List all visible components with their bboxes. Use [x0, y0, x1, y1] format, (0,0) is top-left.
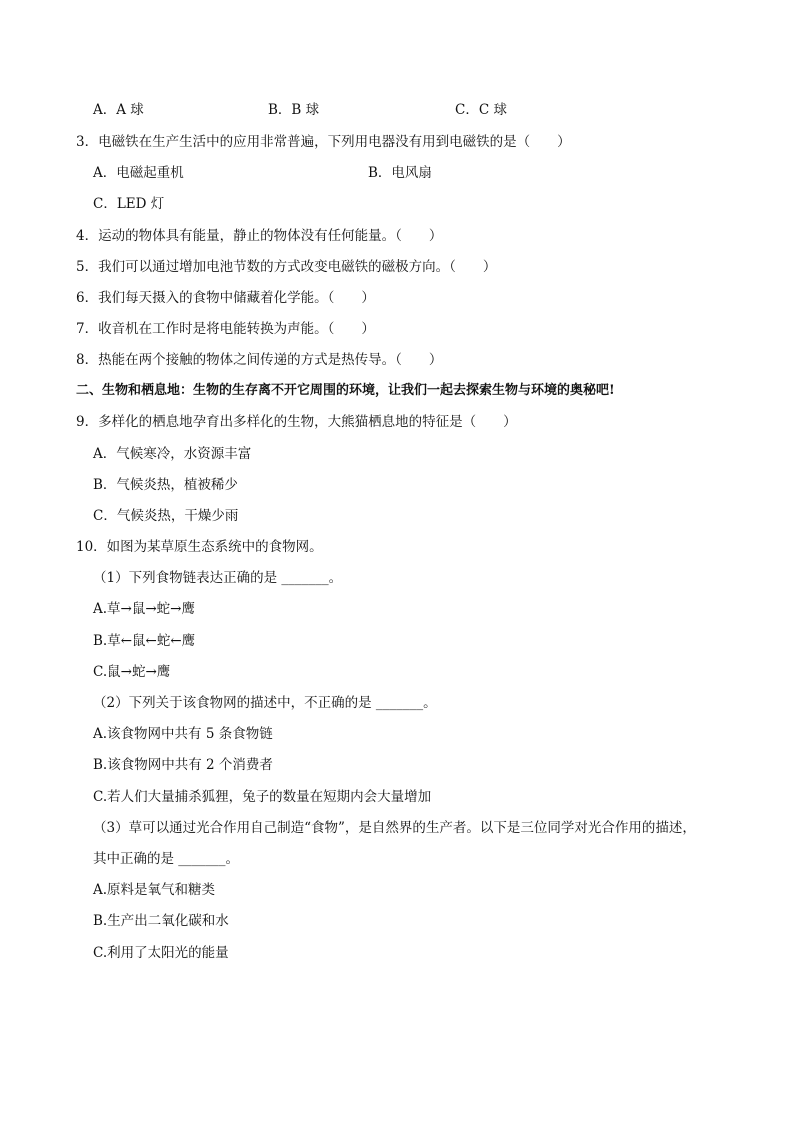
q10-part2-option-a: A.该食物网中共有 5 条食物链 — [93, 726, 273, 742]
q10-part3-option-c: C.利用了太阳光的能量 — [93, 945, 229, 961]
q3-option-b: B．电风扇 — [368, 165, 432, 181]
q10-part1-option-b: B.草←鼠←蛇←鹰 — [93, 633, 196, 649]
q9-option-a: A．气候寒冷，水资源丰富 — [93, 446, 252, 462]
q10-part3-stem-line1: （3）草可以通过光合作用自己制造“食物”，是自然界的生产者。以下是三位同学对光合作用的描述， — [93, 820, 696, 836]
q10-part2-option-b: B.该食物网中共有 2 个消费者 — [93, 757, 273, 773]
q2-option-a: A．A 球 — [93, 102, 144, 118]
question-5: 5．我们可以通过增加电池节数的方式改变电磁铁的磁极方向。（ ） — [76, 259, 497, 275]
q3-option-c: C．LED 灯 — [93, 196, 165, 212]
q3-stem: 3．电磁铁在生产生活中的应用非常普遍，下列用电器没有用到电磁铁的是（ ） — [76, 134, 571, 150]
q2-option-b: B．B 球 — [268, 102, 320, 118]
section-2-heading: 二、生物和栖息地：生物的生存离不开它周围的环境，让我们一起去探索生物与环境的奥秘吧! — [76, 383, 615, 398]
question-4: 4．运动的物体具有能量，静止的物体没有任何能量。（ ） — [76, 228, 443, 244]
question-7: 7．收音机在工作时是将电能转换为声能。（ ） — [76, 321, 375, 337]
q10-part1-stem: （1）下列食物链表达正确的是 _______。 — [93, 570, 343, 586]
q9-stem: 9．多样化的栖息地孕育出多样化的生物，大熊猫栖息地的特征是（ ） — [76, 414, 517, 430]
question-8: 8．热能在两个接触的物体之间传递的方式是热传导。（ ） — [76, 352, 443, 368]
q10-part3-stem-line2: 其中正确的是 _______。 — [93, 851, 240, 867]
q3-option-a: A．电磁起重机 — [93, 165, 184, 181]
q10-part2-stem: （2）下列关于该食物网的描述中，不正确的是 _______。 — [93, 695, 437, 711]
q10-part1-option-c: C.鼠→蛇→鹰 — [93, 664, 171, 680]
q10-part1-option-a: A.草→鼠→蛇→鹰 — [93, 601, 195, 617]
q10-part2-option-c: C.若人们大量捕杀狐狸，兔子的数量在短期内会大量增加 — [93, 789, 432, 805]
q2-option-c: C．C 球 — [455, 102, 507, 118]
q10-stem: 10．如图为某草原生态系统中的食物网。 — [76, 539, 323, 555]
q9-option-b: B．气候炎热，植被稀少 — [93, 477, 238, 493]
question-6: 6．我们每天摄入的食物中储藏着化学能。（ ） — [76, 290, 375, 306]
q10-part3-option-a: A.原料是氧气和糖类 — [93, 882, 216, 898]
q9-option-c: C．气候炎热，干燥少雨 — [93, 508, 239, 524]
q10-part3-option-b: B.生产出二氧化碳和水 — [93, 913, 229, 929]
